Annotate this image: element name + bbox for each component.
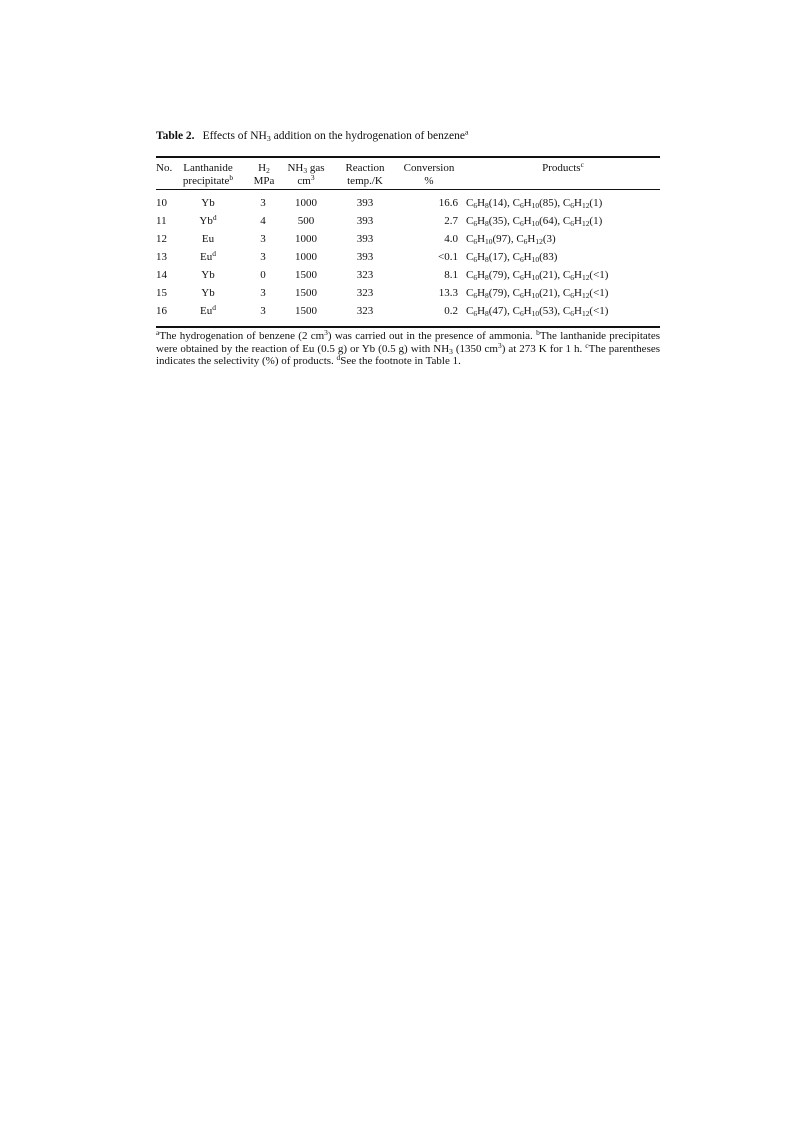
header-reaction-temp [340, 162, 390, 188]
header-h2 [250, 162, 278, 188]
product-carbon-count: 6 [519, 201, 524, 211]
caption-part: addition on the hydrogenation of benzene [270, 130, 465, 142]
header-text: cm [297, 175, 311, 187]
product-hydrogen-symbol: H [574, 197, 582, 209]
product-carbon-count: 6 [473, 219, 478, 229]
cell-lanthanide [180, 286, 236, 300]
product-hydrogen-count: 8 [485, 255, 489, 265]
footnote-superscript: 3 [497, 340, 502, 350]
lanthanide-name: Eu [201, 233, 215, 245]
footnote-text: The parentheses indicates the selectivity (%) of products. [156, 342, 661, 368]
product-separator: , [507, 305, 513, 317]
product-selectivity: (53) [539, 305, 558, 317]
product-separator: , [510, 233, 517, 245]
cell-h2-pressure: 4 [260, 215, 266, 227]
product-hydrogen-symbol: H [477, 269, 486, 281]
product-selectivity: (21) [539, 269, 558, 281]
cell-h2-pressure: 3 [260, 305, 266, 317]
cell-h2-pressure: 3 [260, 197, 266, 209]
product-separator: , [557, 269, 563, 281]
product-carbon-symbol: C [466, 287, 474, 299]
cell-conversion: 2.7 [444, 215, 458, 227]
product-entry [466, 197, 507, 209]
product-selectivity: (17) [488, 251, 508, 263]
cell-nh3-volume: 1500 [295, 269, 317, 281]
cell-lanthanide [180, 304, 236, 318]
footnote-superscript: 3 [324, 327, 328, 337]
product-carbon-count: 6 [570, 201, 574, 211]
cell-lanthanide [180, 268, 236, 282]
product-hydrogen-count: 8 [485, 309, 489, 319]
product-hydrogen-count: 8 [485, 201, 489, 211]
cell-no: 15 [156, 287, 167, 299]
cell-nh3-volume: 500 [297, 215, 315, 227]
product-hydrogen-symbol: H [527, 233, 536, 245]
product-carbon-count: 6 [473, 273, 478, 283]
product-hydrogen-count: 10 [531, 291, 540, 301]
header-text: Conversion [403, 162, 455, 174]
product-carbon-symbol: C [562, 287, 571, 299]
product-entry [466, 233, 511, 245]
header-subscript: 2 [266, 166, 270, 176]
product-carbon-count: 6 [473, 291, 478, 301]
caption-footnote-mark: a [464, 127, 469, 137]
header-footnote-mark: c [580, 159, 584, 169]
product-entry [513, 287, 558, 299]
lanthanide-footnote-mark: d [212, 248, 216, 258]
cell-h2-pressure: 3 [260, 251, 266, 263]
cell-products [466, 196, 660, 210]
cell-conversion: <0.1 [438, 251, 458, 263]
header-text: Reaction [345, 162, 385, 174]
header-text: % [424, 175, 434, 187]
cell-nh3-volume: 1500 [295, 305, 317, 317]
product-entry [516, 233, 555, 245]
cell-conversion: 13.3 [438, 287, 458, 299]
product-hydrogen-count: 8 [485, 291, 489, 301]
cell-products [466, 232, 660, 246]
header-nh3 [282, 162, 330, 188]
product-carbon-symbol: C [512, 215, 520, 227]
product-carbon-count: 6 [473, 255, 478, 265]
product-hydrogen-count: 12 [581, 219, 590, 229]
header-text: precipitate [182, 175, 230, 187]
product-carbon-symbol: C [512, 197, 520, 209]
product-hydrogen-symbol: H [574, 305, 582, 317]
product-entry [513, 251, 558, 263]
product-carbon-symbol: C [562, 269, 571, 281]
header-lanthanide [180, 162, 236, 188]
header-subscript: 3 [303, 166, 308, 176]
cell-reaction-temp: 323 [356, 305, 374, 317]
product-entry [563, 215, 602, 227]
product-carbon-count: 6 [519, 273, 524, 283]
product-entry [563, 197, 602, 209]
product-selectivity: (35) [488, 215, 508, 227]
cell-no: 10 [156, 197, 167, 209]
product-carbon-count: 6 [473, 201, 478, 211]
product-carbon-count: 6 [523, 237, 528, 247]
product-selectivity: (14) [488, 197, 508, 209]
cell-reaction-temp: 393 [356, 197, 374, 209]
product-separator: , [557, 305, 563, 317]
table-footnote [156, 327, 661, 368]
cell-products [466, 304, 660, 318]
header-products [466, 159, 660, 175]
product-separator: , [507, 197, 513, 209]
product-hydrogen-count: 12 [581, 201, 590, 211]
product-selectivity: (47) [488, 305, 508, 317]
product-hydrogen-symbol: H [477, 215, 486, 227]
lanthanide-name: Yb [201, 269, 215, 281]
product-separator: , [507, 251, 513, 263]
product-selectivity: (64) [539, 215, 558, 227]
product-carbon-symbol: C [466, 197, 474, 209]
product-carbon-symbol: C [562, 305, 571, 317]
cell-products [466, 250, 660, 264]
cell-no: 14 [156, 269, 167, 281]
lanthanide-name: Eu [200, 251, 213, 263]
product-carbon-count: 6 [570, 273, 574, 283]
product-carbon-count: 6 [570, 309, 574, 319]
product-separator: , [507, 269, 513, 281]
footnote-text: The lanthanide precipitates were obtained by the reaction of Eu (0.5 g) or Yb (0.5 g) with NH [156, 330, 661, 355]
header-no [156, 162, 178, 175]
cell-lanthanide [180, 250, 236, 264]
header-footnote-mark: b [229, 172, 234, 182]
footnote-mark: b [536, 327, 540, 337]
product-carbon-symbol: C [466, 269, 474, 281]
product-hydrogen-symbol: H [523, 251, 532, 263]
cell-conversion: 0.2 [444, 305, 458, 317]
cell-lanthanide [180, 232, 236, 246]
product-separator: , [557, 215, 563, 227]
product-hydrogen-symbol: H [477, 197, 486, 209]
product-carbon-symbol: C [516, 233, 524, 245]
product-hydrogen-symbol: H [574, 215, 582, 227]
cell-h2-pressure: 0 [260, 269, 266, 281]
caption-subscript: 3 [266, 134, 271, 144]
product-entry [563, 287, 609, 299]
header-text: Products [542, 162, 581, 174]
product-entry [466, 287, 507, 299]
product-selectivity: (21) [539, 287, 558, 299]
cell-conversion: 8.1 [444, 269, 458, 281]
product-separator: , [507, 287, 513, 299]
product-selectivity: (85) [539, 197, 558, 209]
product-carbon-count: 6 [570, 219, 574, 229]
header-text: NH [287, 162, 304, 174]
product-selectivity: (3) [542, 233, 556, 245]
product-selectivity: (97) [492, 233, 511, 245]
lanthanide-footnote-mark: d [212, 302, 216, 312]
product-hydrogen-symbol: H [523, 215, 532, 227]
product-selectivity: (1) [589, 197, 603, 209]
cell-nh3-volume: 1500 [295, 287, 317, 299]
cell-reaction-temp: 393 [356, 233, 374, 245]
cell-no: 16 [156, 305, 167, 317]
product-hydrogen-count: 12 [581, 291, 590, 301]
product-entry [563, 269, 609, 281]
product-carbon-symbol: C [512, 269, 520, 281]
footnote-text: The hydrogenation of benzene (2 cm [159, 330, 325, 342]
product-hydrogen-count: 10 [531, 273, 540, 283]
cell-reaction-temp: 323 [356, 287, 374, 299]
product-hydrogen-symbol: H [523, 287, 532, 299]
product-carbon-symbol: C [466, 215, 474, 227]
product-hydrogen-count: 12 [581, 309, 590, 319]
footnote-subscript: 3 [449, 346, 453, 356]
product-hydrogen-symbol: H [477, 233, 486, 245]
header-conversion [396, 162, 462, 188]
product-entry [466, 305, 507, 317]
table-top-rule [156, 156, 660, 158]
header-text: Lanthanide [183, 162, 233, 174]
product-hydrogen-symbol: H [523, 197, 532, 209]
cell-reaction-temp: 393 [356, 251, 374, 263]
product-hydrogen-symbol: H [574, 287, 582, 299]
cell-no: 12 [156, 233, 167, 245]
product-hydrogen-symbol: H [574, 269, 582, 281]
header-text: MPa [253, 175, 275, 187]
footnote-text: See the footnote in Table 1. [340, 355, 461, 368]
cell-lanthanide [180, 214, 236, 228]
footnote-mark: c [585, 340, 589, 350]
product-entry [466, 215, 507, 227]
product-hydrogen-count: 8 [485, 273, 489, 283]
product-hydrogen-symbol: H [477, 305, 486, 317]
product-selectivity: (<1) [589, 287, 609, 299]
product-carbon-symbol: C [562, 197, 571, 209]
cell-nh3-volume: 1000 [295, 251, 317, 263]
product-carbon-count: 6 [473, 237, 478, 247]
product-entry [513, 215, 558, 227]
caption-text [202, 127, 469, 144]
product-entry [513, 269, 558, 281]
product-hydrogen-count: 12 [581, 273, 590, 283]
cell-no: 13 [156, 251, 167, 263]
product-carbon-symbol: C [466, 233, 474, 245]
product-carbon-symbol: C [466, 305, 474, 317]
product-hydrogen-count: 10 [531, 201, 540, 211]
product-separator: , [557, 197, 563, 209]
product-hydrogen-count: 10 [485, 237, 493, 247]
cell-no: 11 [156, 215, 167, 227]
product-carbon-count: 6 [570, 291, 574, 301]
product-carbon-symbol: C [512, 305, 520, 317]
product-entry [563, 305, 609, 317]
product-selectivity: (<1) [589, 305, 609, 317]
cell-reaction-temp: 323 [356, 269, 374, 281]
header-text: No. [156, 162, 173, 174]
cell-products [466, 214, 660, 228]
cell-h2-pressure: 3 [260, 233, 266, 245]
cell-lanthanide [180, 196, 236, 210]
product-hydrogen-symbol: H [477, 251, 486, 263]
product-carbon-symbol: C [512, 287, 520, 299]
lanthanide-name: Yb [201, 197, 215, 209]
cell-products [466, 286, 660, 300]
cell-products [466, 268, 660, 282]
product-hydrogen-count: 10 [531, 309, 540, 319]
lanthanide-name: Yb [201, 287, 215, 299]
product-hydrogen-symbol: H [477, 287, 486, 299]
product-hydrogen-count: 10 [531, 219, 540, 229]
cell-nh3-volume: 1000 [295, 197, 317, 209]
product-carbon-count: 6 [519, 255, 524, 265]
product-separator: , [507, 215, 513, 227]
product-carbon-symbol: C [562, 215, 571, 227]
product-hydrogen-symbol: H [523, 305, 532, 317]
product-entry [513, 197, 558, 209]
product-carbon-symbol: C [512, 251, 520, 263]
cell-nh3-volume: 1000 [295, 233, 317, 245]
product-selectivity: (83) [539, 251, 558, 263]
table-bottom-rule [156, 326, 660, 328]
product-selectivity: (<1) [589, 269, 609, 281]
table-caption [156, 127, 469, 144]
header-text: H [258, 162, 267, 174]
product-selectivity: (1) [589, 215, 603, 227]
product-carbon-symbol: C [466, 251, 474, 263]
product-carbon-count: 6 [519, 219, 524, 229]
product-hydrogen-symbol: H [523, 269, 532, 281]
table-label: Table 2. [156, 130, 195, 142]
cell-h2-pressure: 3 [260, 287, 266, 299]
lanthanide-name: Yb [199, 215, 213, 227]
footnote-mark: a [156, 327, 160, 337]
product-hydrogen-count: 10 [531, 255, 540, 265]
footnote-text: ) was carried out in the presence of ammonia. [327, 330, 537, 342]
table-header-rule [156, 189, 660, 190]
product-entry [466, 269, 507, 281]
lanthanide-name: Eu [200, 305, 213, 317]
product-selectivity: (79) [488, 287, 508, 299]
product-hydrogen-count: 12 [535, 237, 543, 247]
product-carbon-count: 6 [519, 291, 524, 301]
cell-reaction-temp: 393 [356, 215, 374, 227]
cell-conversion: 4.0 [444, 233, 458, 245]
product-separator: , [557, 287, 563, 299]
product-hydrogen-count: 8 [485, 219, 489, 229]
header-superscript: 3 [310, 172, 315, 182]
product-carbon-count: 6 [473, 309, 478, 319]
header-text: gas [307, 162, 325, 174]
footnote-text: ) at 273 K for 1 h. [501, 342, 586, 355]
lanthanide-footnote-mark: d [212, 212, 217, 222]
product-entry [466, 251, 507, 263]
product-selectivity: (79) [488, 269, 508, 281]
product-entry [513, 305, 558, 317]
product-carbon-count: 6 [519, 309, 524, 319]
header-text: temp./K [347, 175, 383, 187]
footnote-text: (1350 cm [452, 342, 498, 355]
footnote-mark: d [336, 353, 341, 363]
cell-conversion: 16.6 [438, 197, 458, 209]
caption-part: Effects of NH [202, 130, 267, 142]
